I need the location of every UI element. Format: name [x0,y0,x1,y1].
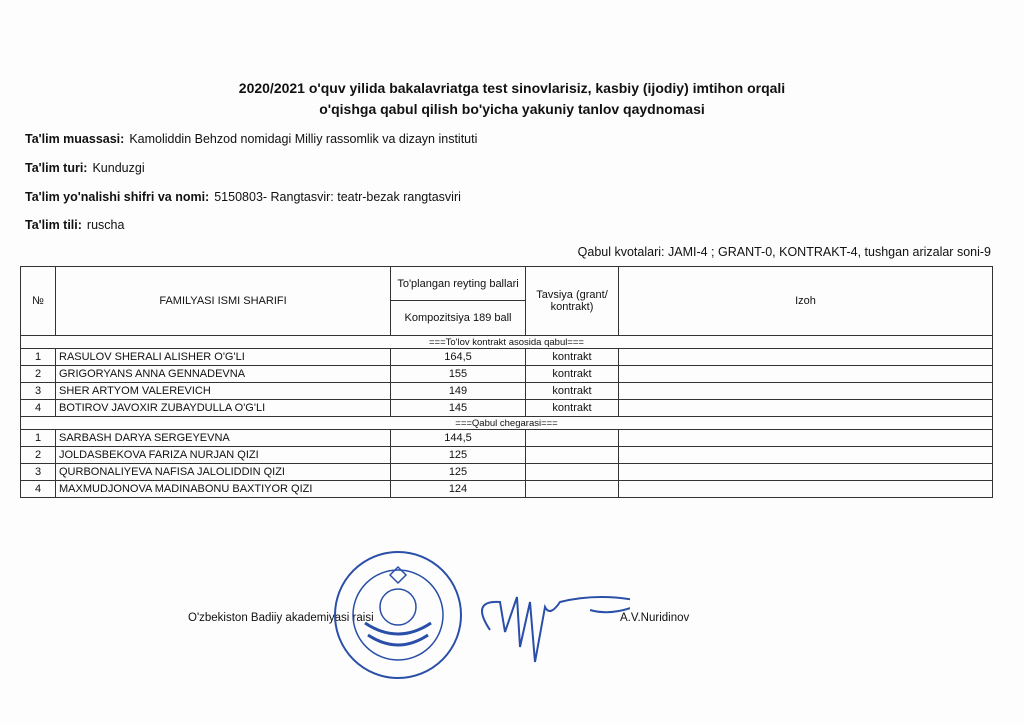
table-row [21,400,993,417]
cell-recommendation: kontrakt [526,383,619,400]
cell-name: MAXMUDJONOVA MADINABONU BAXTIYOR QIZI [56,481,391,498]
cell-recommendation [526,464,619,481]
info-value: Kunduzgi [92,161,145,175]
info-study-type [25,161,145,175]
cell-note [619,366,993,383]
cell-name: JOLDASBEKOVA FARIZA NURJAN QIZI [56,447,391,464]
cell-score: 149 [391,383,526,400]
header-no: № [21,267,56,336]
info-value: Kamoliddin Behzod nomidagi Milliy rassomlik va dizayn instituti [129,132,478,146]
cell-no: 2 [21,447,56,464]
cell-note [619,383,993,400]
cell-note [619,430,993,447]
cell-name: SARBASH DARYA SERGEYEVNA [56,430,391,447]
cell-recommendation: kontrakt [526,366,619,383]
cell-note [619,349,993,366]
header-note: Izoh [619,267,993,336]
header-name: FAMILYASI ISMI SHARIFI [56,267,391,336]
stamp-and-signature [330,545,630,695]
header-score: Kompozitsiya 189 ball [391,301,526,336]
signatory-name: A.V.Nuridinov [620,612,690,624]
cell-recommendation [526,430,619,447]
cell-name: QURBONALIYEVA NAFISA JALOLIDDIN QIZI [56,464,391,481]
cell-no: 1 [21,349,56,366]
cell-score: 125 [391,447,526,464]
info-label: Ta'lim yo'nalishi shifri va nomi: [25,190,210,204]
table-row [21,349,993,366]
title-line-1: 2020/2021 o'quv yilida bakalavriatga test sinovlarisiz, kasbiy (ijodiy) imtihon orqali [238,80,786,96]
cell-score: 124 [391,481,526,498]
signature-icon [482,597,630,662]
table-row [21,464,993,481]
table-row [21,383,993,400]
info-language [25,218,124,232]
cell-score: 145 [391,400,526,417]
cell-name: BOTIROV JAVOXIR ZUBAYDULLA O'G'LI [56,400,391,417]
section-row [21,417,993,430]
cell-note [619,481,993,498]
cell-note [619,447,993,464]
cell-recommendation [526,447,619,464]
section-title: ===Qabul chegarasi=== [21,417,993,430]
section-title: ===To'lov kontrakt asosida qabul=== [21,336,993,349]
info-direction [25,190,461,204]
table-row [21,447,993,464]
info-value: ruscha [86,218,125,232]
info-institution [25,132,477,146]
table-row [21,366,993,383]
cell-no: 2 [21,366,56,383]
cell-no: 4 [21,400,56,417]
cell-no: 4 [21,481,56,498]
quota-text: Qabul kvotalari: JAMI-4 ; GRANT-0, KONTRAKT-4, tushgan arizalar soni-9 [577,245,991,259]
signatory-position: O'zbekiston Badiiy akademiyasi raisi [188,612,374,624]
cell-no: 3 [21,383,56,400]
cell-recommendation [526,481,619,498]
cell-recommendation: kontrakt [526,349,619,366]
cell-no: 3 [21,464,56,481]
title-line-2: o'qishga qabul qilish bo'yicha yakuniy tanlov qaydnomasi [319,101,705,117]
cell-score: 125 [391,464,526,481]
table-row [21,430,993,447]
cell-score: 155 [391,366,526,383]
cell-recommendation: kontrakt [526,400,619,417]
cell-score: 164,5 [391,349,526,366]
cell-note [619,400,993,417]
cell-note [619,464,993,481]
cell-name: GRIGORYANS ANNA GENNADEVNA [56,366,391,383]
section-row [21,336,993,349]
info-label: Ta'lim turi: [25,161,88,175]
cell-no: 1 [21,430,56,447]
header-score-group: To'plangan reyting ballari [391,267,526,301]
info-label: Ta'lim tili: [25,218,82,232]
table-row [21,481,993,498]
cell-name: SHER ARTYOM VALEREVICH [56,383,391,400]
info-value: 5150803- Rangtasvir: teatr-bezak rangtasviri [214,190,461,204]
results-table [20,266,993,498]
info-label: Ta'lim muassasi: [25,132,125,146]
cell-score: 144,5 [391,430,526,447]
cell-name: RASULOV SHERALI ALISHER O'G'LI [56,349,391,366]
stamp-icon [335,552,461,678]
header-recommendation: Tavsiya (grant/ kontrakt) [526,267,619,336]
